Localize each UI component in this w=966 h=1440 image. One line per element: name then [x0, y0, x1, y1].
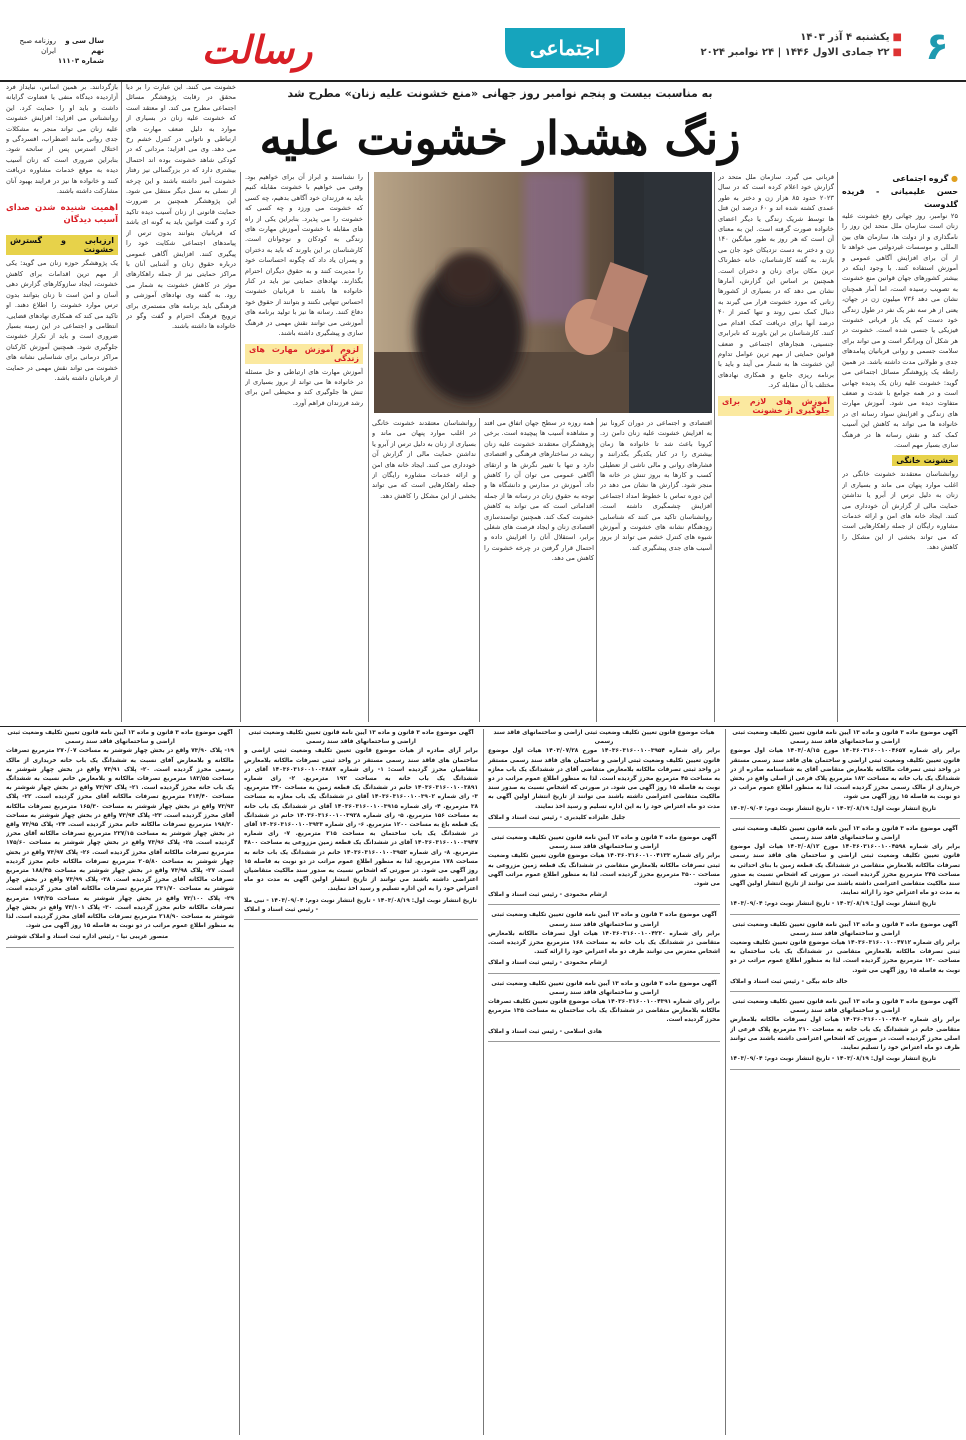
- article-photo: [374, 172, 712, 413]
- ads-divider: [0, 726, 966, 727]
- notice-signature: تاریخ انتشار نوبت اول: ۱۴۰۳/۰۸/۱۹ - تاریخ انتشار نوبت دوم: ۱۴۰۳/۰۹/۰۴ - نبی ملا - رئیس ثبت اسناد و املاک: [244, 897, 477, 913]
- notice-signature: تاریخ انتشار نوبت اول: ۱۴۰۳/۰۸/۱۹ - تاریخ انتشار نوبت دوم: ۱۴۰۳/۰۹/۰۴: [730, 901, 936, 908]
- column-divider: [121, 82, 122, 722]
- column-text: ۲۵ نوامبر، روز جهانی رفع خشونت علیه زنان است سازمان ملل متحد این روز را نامگذاری و از دولت ها، سازمان های بین المللی و موسسات غیردولتی می خواهد تا از آن برای افزایش آگاهی عمومی و آموزش استفاده کنند. با وجود اینکه در بیشتر کشورهای جهان قوانین منع خشونت به تصویب رسیده است، اما آمار همچنان نشان می دهد ۷۳۶ میلیون زن در جهان، یعنی از هر سه نفر یک نفر در طول زندگی خود دست کم یک بار قربانی خشونت فیزیکی یا جنسی شده است. خشونت در هر شکل آن ویرانگر است و می تواند برای سلامت جسمی و روانی قربانیان پیامدهای جدی و طولانی مدت داشته باشد. در همین رابطه یک پژوهشگر مسائل اجتماعی می گوید: خشونت علیه زنان یک پدیده جهانی است و در همه جوامع با شدت و ضعف متفاوت دیده می شود. آموزش مهارت های زندگی و افزایش سواد رسانه ای در خانواده ها می تواند به کاهش این آسیب کمک کند و نقش رسانه ها در فرهنگ سازی بسیار مهم است.: [842, 212, 958, 449]
- date-line-1: یکشنبه ۴ آذر ۱۴۰۳: [800, 32, 890, 43]
- notice-body: ۱۹- پلاک ۷۳/۹۰ واقع در بخش چهار شوشتر به مساحت ۲۷۰/۰۷ مترمربع تصرفات مالکانه و بلامعارض آقای نسبت به ششدانگ یک باب خانه خریداری از مالک رسمی محرز گردیده است. ۲۰- پلاک ۷۳/۹۱ واقع در بخش چهار شوشتر به مساحت ۱۸۲/۵۵ مترمربع تصرفات مالکانه و بلامعارض خانم نسبت به ششدانگ یک باب خانه محرز گردیده است. ۲۱- پلاک ۷۳/۹۲ واقع در بخش چهار شوشتر به مساحت ۲۱۴/۴۰ مترمربع تصرفات مالکانه آقای محرز گردیده است. ۲۲- پلاک ۷۳/۹۳ واقع در بخش چهار شوشتر به مساحت ۱۶۵/۳۰ مترمربع تصرفات مالکانه آقای محرز گردیده است. ۲۳- پلاک ۷۳/۹۴ واقع در بخش چهار شوشتر به مساحت ۱۹۸/۲۰ مترمربع تصرفات مالکانه خانم محرز گردیده است. ۲۴- پلاک ۷۳/۹۵ واقع در بخش چهار شوشتر به مساحت ۲۲۷/۱۵ مترمربع تصرفات مالکانه آقای محرز گردیده است. ۲۵- پلاک ۷۳/۹۶ واقع در بخش چهار شوشتر به مساحت ۱۷۵/۶۰ مترمربع تصرفات مالکانه آقای محرز گردیده است. ۲۶- پلاک ۷۳/۹۷ واقع در بخش چهار شوشتر به مساحت ۲۰۵/۸۰ مترمربع تصرفات مالکانه خانم محرز گردیده است. ۲۷- پلاک ۷۳/۹۸ واقع در بخش چهار شوشتر به مساحت ۱۸۸/۴۵ مترمربع تصرفات مالکانه آقای محرز گردیده است. ۲۸- پلاک ۷۳/۹۹ واقع در بخش چهار شوشتر به مساحت ۲۳۱/۷۰ مترمربع تصرفات مالکانه آقای محرز گردیده است. ۲۹- پلاک ۷۳/۱۰۰ واقع در بخش چهار شوشتر به مساحت ۱۹۴/۳۵ مترمربع تصرفات مالکانه خانم محرز گردیده است. ۳۰- پلاک ۷۳/۱۰۱ واقع در بخش چهار شوشتر به مساحت ۲۱۸/۹۰ مترمربع تصرفات مالکانه آقای محرز گردیده است. لذا به منظور اطلاع عموم مراتب در دو نوبت به فاصله ۱۵ روز آگهی می شود.: [6, 748, 234, 930]
- notice-body: برابر رای شماره ۱۴۰۳۶۰۳۱۶۰۰۱۰۰۴۳۹۱ هیات موضوع قانون تعیین تکلیف تصرفات مالکانه بلامعارض متقاضی در ششدانگ یک باب ساختمان به مساحت ۱۳۵ مترمربع محرز گردیده است.: [488, 999, 720, 1024]
- article-subhead: به مناسبت بیست و پنجم نوامبر روز جهانی «منع خشونت علیه زنان» مطرح شد: [287, 87, 713, 100]
- column-text: روانشناسان معتقدند خشونت خانگی در اغلب موارد پنهان می ماند و بسیاری از زنان به دلیل ترس از آبرو یا نداشتن حمایت مالی از گزارش آن خودداری می کنند. ایجاد خانه های امن و ارائه خدمات مشاوره رایگان از جمله راهکارهایی است که می تواند بخشی از این مشکل را کاهش دهد.: [842, 470, 958, 552]
- byline-authors: حسن علیمیانی - فریده گلدوست: [842, 187, 958, 209]
- notice-signature: خالد خانه بیگی - رئیس ثبت اسناد و املاک: [730, 978, 848, 985]
- legal-notice: [730, 998, 960, 1069]
- ads-column-4: [6, 729, 234, 1435]
- legal-notice: [488, 834, 720, 905]
- legal-notice: [488, 729, 720, 828]
- notice-body: برابر رای شماره ۱۴۰۳۶۰۳۱۶۰۰۱۰۰۴۵۹۸ مورخ ۱۴۰۳/۰۸/۱۲ هیات اول موضوع قانون تعیین تکلیف وضعیت ثبتی اراضی و ساختمان های فاقد سند رسمی تصرفات مالکانه بلامعارض متقاضی در ششدانگ یک قطعه زمین با بنای احداثی به مساحت ۲۴۵ مترمربع محرز گردیده است. در صورتی که اشخاص نسبت به صدور سند مالکیت متقاضی اعتراضی داشته باشند می توانند از تاریخ انتشار اولین آگهی به مدت دو ماه اعتراض خود را ارائه نمایند.: [730, 844, 960, 897]
- notice-signature: تاریخ انتشار نوبت اول: ۱۴۰۳/۰۸/۱۹ - تاریخ انتشار نوبت دوم: ۱۴۰۳/۰۹/۰۴: [730, 805, 936, 812]
- column-divider: [479, 418, 480, 722]
- column-text: قربانی می گیرد. سازمان ملل متحد در گزارش خود اعلام کرده است که در سال ۲۰۲۳ حدود ۸۵ هزار زن و دختر به طور عمدی کشته شده اند و ۶۰ درصد این قتل ها توسط شریک زندگی یا دیگر اعضای خانواده صورت گرفته است. این به معنای آن است که هر روز به طور میانگین ۱۴۰ زن و دختر به دست نزدیکان خود جان می بازند. به گفته کارشناسان، خانه خطرناک ترین مکان برای زنان و دختران است. همچنین بر اساس این گزارش، آمارها نشان می دهد که در بسیاری از کشورها زنانی که مورد خشونت قرار می گیرند به دنبال کمک نمی روند و تنها کمتر از ۴۰ درصد آنها برای دریافت کمک اقدام می کنند. کارشناسان بر این باورند که نابرابری جنسیتی، هنجارهای اجتماعی و ضعف قوانین حمایتی از مهم ترین عوامل تداوم این خشونت ها به شمار می آیند و باید با برنامه ریزی جامع و همکاری نهادهای مختلف با آن مقابله کرد.: [718, 173, 834, 390]
- issue-label: شماره ۱۱۱۰۳: [57, 57, 104, 65]
- column-text: آموزش مهارت های ارتباطی و حل مسئله در خانواده ها می تواند از بروز بسیاری از تنش ها جلوگیری کند و محیطی امن برای رشد فرزندان فراهم آورد.: [245, 367, 363, 407]
- notice-body: برابر رای شماره ۱۴۰۳۶۰۳۱۶۰۰۱۰۰۴۷۱۲ هیات موضوع قانون تعیین تکلیف وضعیت ثبتی تصرفات مالکانه بلامعارض متقاضی در ششدانگ یک باب ساختمان به مساحت ۱۲۰ مترمربع محرز گردیده است. لذا به منظور اطلاع عموم مراتب در دو نوبت به فاصله ۱۵ روز آگهی می شود.: [730, 940, 960, 974]
- notice-title: آگهی موضوع ماده ۳ قانون و ماده ۱۳ آیین نامه قانون تعیین تکلیف وضعیت ثبتی اراضی و ساختمانهای فاقد سند رسمی: [491, 835, 717, 851]
- column-text: خشونت می کنند. این عبارت را بر دیا محقق در رقابت پژوهشگر مسائل اجتماعی مطرح می کند. او معتقد است که خشونت علیه زنان در بسیاری از موارد به دلیل ضعف مهارت های ارتباطی و ناتوانی در کنترل خشم رخ می دهد. وی می افزاید: مردانی که در کودکی شاهد خشونت بوده اند احتمال بیشتری دارد که در بزرگسالی نیز رفتار خشونت آمیز داشته باشند و این چرخه از نسلی به نسل دیگر منتقل می شود. این پژوهشگر همچنین بر ضرورت حمایت قانونی از زنان آسیب دیده تاکید کرد و گفت قوانین باید به گونه ای باشد که قربانیان بتوانند بدون ترس از پیامدهای اجتماعی شکایت خود را پیگیری کنند. افزایش آگاهی عمومی درباره حقوق زنان و آشنایی آنان با مراکز حمایتی نیز از جمله راهکارهای موثر در کاهش خشونت به شمار می رود. به گفته وی نهادهای آموزشی و فرهنگی باید برنامه های مستمری برای ترویج فرهنگ احترام و گفت وگو در خانواده ها داشته باشند.: [126, 83, 236, 331]
- article-column-4: [484, 418, 594, 722]
- date-line-2: ۲۲ جمادی الاول ۱۴۴۶ | ۲۴ نوامبر ۲۰۲۴: [700, 47, 890, 58]
- bullet-icon: ■: [892, 32, 902, 43]
- column-divider: [368, 172, 369, 722]
- column-text: اقتصادی و اجتماعی در دوران کرونا نیز به افزایش خشونت علیه زنان دامن زد. کرونا باعث شد تا خانواده ها زمان بیشتری را در کنار یکدیگر بگذرانند و فشارهای روانی و مالی ناشی از تعطیلی کسب و کارها به بروز تنش در خانه ها منجر شود. گزارش ها نشان می دهد در این دوره تماس با خطوط امداد اجتماعی افزایش چشمگیری داشته است. روانشناسان تاکید می کنند که شناسایی زودهنگام نشانه های خشونت و آموزش شیوه های کنترل خشم می تواند از بروز آسیب های جدی پیشگیری کند.: [600, 419, 712, 552]
- notice-title: آگهی موضوع ماده ۳ قانون و ماده ۱۳ آیین نامه قانون تعیین تکلیف وضعیت ثبتی اراضی و ساختمانهای فاقد سند رسمی: [491, 980, 717, 996]
- column-text: روانشناسان معتقدند خشونت خانگی در اغلب موارد پنهان می ماند و بسیاری از زنان به دلیل ترس از آبرو یا نداشتن حمایت مالی از گزارش آن خودداری می کنند. ایجاد خانه های امن و ارائه خدمات مشاوره رایگان از جمله راهکارهایی است که می تواند بخشی از این مشکل را کاهش دهد.: [372, 419, 476, 500]
- legal-notice: [488, 980, 720, 1042]
- legal-notice: [730, 921, 960, 992]
- issue-info: [56, 36, 104, 66]
- ads-column-1: [730, 729, 960, 1435]
- ads-divider-vertical: [725, 729, 726, 1435]
- notice-body: برابر آرای صادره از هیات موضوع قانون تعیین تکلیف وضعیت ثبتی اراضی و ساختمان های فاقد سند رسمی مستقر در واحد ثبتی تصرفات مالکانه بلامعارض متقاضیان محرز گردیده است: ۱- رای شماره ۱۴۰۳۶۰۳۱۶۰۰۱۰۰۳۸۸۷ آقای در ششدانگ یک باب خانه به مساحت ۱۹۲ مترمربع. ۲- رای شماره ۱۴۰۳۶۰۳۱۶۰۰۱۰۰۳۸۹۱ خانم در ششدانگ یک قطعه زمین به مساحت ۲۴۰ مترمربع. ۳- رای شماره ۱۴۰۳۶۰۳۱۶۰۰۱۰۰۳۹۰۲ آقای در ششدانگ یک باب مغازه به مساحت ۳۸ مترمربع. ۴- رای شماره ۱۴۰۳۶۰۳۱۶۰۰۱۰۰۳۹۱۵ آقای در ششدانگ یک باب خانه به مساحت ۱۵۶ مترمربع. ۵- رای شماره ۱۴۰۳۶۰۳۱۶۰۰۱۰۰۳۹۲۸ خانم در ششدانگ یک قطعه باغ به مساحت ۱۲۰۰ مترمربع. ۶- رای شماره ۱۴۰۳۶۰۳۱۶۰۰۱۰۰۳۹۳۳ آقای در ششدانگ یک باب ساختمان به مساحت ۲۱۵ مترمربع. ۷- رای شماره ۱۴۰۳۶۰۳۱۶۰۰۱۰۰۳۹۴۷ آقای در ششدانگ یک قطعه زمین مزروعی به مساحت ۴۸۰۰ مترمربع. ۸- رای شماره ۱۴۰۳۶۰۳۱۶۰۰۱۰۰۳۹۵۲ خانم در ششدانگ یک باب خانه به مساحت ۱۷۸ مترمربع. لذا به منظور اطلاع عموم مراتب در دو نوبت به فاصله ۱۵ روز آگهی می شود. در صورتی که اشخاص نسبت به صدور سند مالکیت متقاضیان اعتراضی داشته باشند می توانند از تاریخ انتشار اولین آگهی به مدت دو ماه اعتراض خود را به این اداره تسلیم و رسید اخذ نمایند.: [244, 748, 478, 893]
- notice-body: برابر رای شماره ۱۴۰۳۶۰۳۱۶۰۰۱۰۰۴۶۵۷ مورخ ۱۴۰۳/۰۸/۱۵ هیات اول موضوع قانون تعیین تکلیف وضعیت ثبتی اراضی و ساختمان های فاقد سند رسمی مستقر در واحد ثبتی تصرفات مالکانه بلامعارض متقاضی آقای به شناسنامه صادره از در ششدانگ یک باب خانه به مساحت ۱۸۲ مترمربع پلاک فرعی از اصلی واقع در بخش خریداری از مالک رسمی محرز گردیده است. لذا به منظور اطلاع عموم مراتب در دو نوبت به فاصله ۱۵ روز آگهی می شود.: [730, 748, 960, 801]
- date-block: [701, 30, 902, 60]
- article-column-7: [6, 82, 118, 722]
- notice-title: آگهی موضوع ماده ۳ قانون و ماده ۱۳ آیین نامه قانون تعیین تکلیف وضعیت ثبتی اراضی و ساختمانهای فاقد سند رسمی: [732, 825, 958, 842]
- year-label: سال سی و نهم: [65, 37, 104, 55]
- legal-notice: [730, 825, 960, 915]
- column-subheading: اهمیت شنیده شدن صدای آسیب دیدگان: [6, 203, 118, 226]
- column-text: را نشناسند و ابراز آن برای خواهیم بود. وقتی می خواهیم با خشونت مقابله کنیم باید به فرزندان خود آگاهی بدهیم، چه کسی که خشونت می ورزد و چه کسی که خشونت را می پذیرد. بنابراین یکی از راه های مقابله با خشونت آموزش مهارت های زندگی به کودکان و نوجوانان است. کارشناسان بر این باورند که باید به دختران و پسران یاد داد که چگونه احساسات خود را مدیریت کنند و به حقوق دیگران احترام بگذارند. نهادهای حمایتی نیز باید در کنار خانواده ها باشند تا قربانیان خشونت احساس تنهایی نکنند و بتوانند از حقوق خود دفاع کنند. رسانه ها نیز با تولید برنامه های آموزشی می توانند نقش مهمی در فرهنگ سازی و پیشگیری داشته باشند.: [245, 173, 363, 338]
- notice-title: آگهی موضوع ماده ۳ قانون و ماده ۱۳ آیین نامه قانون تعیین تکلیف وضعیت ثبتی اراضی و ساختمانهای فاقد سند رسمی: [732, 730, 958, 746]
- notice-body: برابر رای شماره ۱۴۰۳۶۰۳۱۶۰۰۱۰۰۴۱۳۳ هیات موضوع قانون تعیین تکلیف وضعیت ثبتی تصرفات مالکانه بلامعارض متقاضی در ششدانگ یک قطعه زمین مزروعی به مساحت ۳۵۰۰ مترمربع محرز گردیده است. لذا به منظور اطلاع عموم مراتب آگهی می شود.: [488, 853, 720, 888]
- ads-column-2: [488, 729, 720, 1435]
- legal-notice: [730, 729, 960, 819]
- column-text: بازگردانند. بر همین اساس، نبایداز فرد آزاردیده دیدگاه منفی یا قضاوت گرایانه داشت و باید او را حمایت کرد. این روانشناس می افزاید: افزایش خشونت علیه زنان می تواند منجر به مشکلات جدی روانی مانند اضطراب، افسردگی و اختلال استرس پس از سانحه شود. بنابراین ضروری است که زنان آسیب دیده به موقع خدمات مشاوره دریافت کنند و خانواده ها نیز در فرایند بهبود آنان مشارکت داشته باشند.: [6, 83, 118, 196]
- column-subheading: خشونت خانگی: [892, 455, 958, 466]
- notice-signature: ارشام محمودی - رئیس ثبت اسناد و املاک: [488, 892, 608, 899]
- notice-title: آگهی موضوع ماده ۳ قانون و ماده ۱۳ آیین نامه قانون تعیین تکلیف وضعیت ثبتی اراضی و ساختمانهای فاقد سند رسمی: [7, 730, 233, 746]
- notice-title: آگهی موضوع ماده ۳ قانون و ماده ۱۳ آیین نامه قانون تعیین تکلیف وضعیت ثبتی اراضی و ساختمانهای فاقد سند رسمی: [732, 921, 958, 937]
- notice-body: برابر رای شماره ۱۴۰۳۶۰۳۱۶۰۰۱۰۰۴۲۲۰ هیات اول تصرفات مالکانه بلامعارض متقاضی در ششدانگ یک باب خانه به مساحت ۱۶۸ مترمربع محرز گردیده است. اشخاص معترض می توانند ظرف دو ماه اعتراض خود را ارائه کنند.: [488, 930, 720, 956]
- mini-logo: روزنامه صبح ایران: [19, 37, 56, 55]
- article-column-6: [126, 82, 236, 722]
- notice-signature: جلیل علیزاده کلیدبری - رئیس ثبت اسناد و املاک: [488, 814, 626, 821]
- notice-body: برابر رای شماره ۱۴۰۳۶۰۳۱۶۰۰۱۰۰۳۹۵۴ مورخ ۱۴۰۳/۰۷/۲۸ هیات اول موضوع قانون تعیین تکلیف وضعیت ثبتی اراضی و ساختمان های فاقد سند رسمی مستقر در واحد ثبتی تصرفات مالکانه بلامعارض متقاضی آقای در ششدانگ یک باب مغازه به مساحت ۴۵ مترمربع محرز گردیده است. لذا به منظور اطلاع عموم مراتب در دو نوبت به فاصله ۱۵ روز آگهی می شود. در صورتی که اشخاص نسبت به صدور سند مالکیت متقاضی اعتراضی داشته باشند می توانند از تاریخ انتشار اولین آگهی به مدت دو ماه اعتراض خود را به این اداره تسلیم و رسید اخذ نمایند.: [488, 748, 720, 810]
- article-headline: زنگ هشدار خشونت علیه: [259, 111, 741, 165]
- column-subheading: لزوم آموزش مهارت های زندگی: [245, 344, 363, 364]
- column-subheading: آموزش های لازم برای جلوگیری از خشونت: [718, 396, 834, 416]
- notice-signature: هادی اسلامی - رئیس ثبت اسناد و املاک: [488, 1028, 603, 1035]
- notice-body: برابر رای شماره ۱۴۰۳۶۰۳۱۶۰۰۱۰۰۴۸۰۲ هیات اول تصرفات مالکانه بلامعارض متقاضی خانم در ششدانگ یک باب خانه به مساحت ۲۱۰ مترمربع پلاک فرعی از اصلی محرز گردیده است. در صورتی که اشخاص اعتراضی داشته باشند می توانند ظرف دو ماه اعتراض خود را تسلیم نمایند.: [730, 1017, 960, 1052]
- notice-title: آگهی موضوع ماده ۳ قانون و ماده ۱۳ آیین نامه قانون تعیین تکلیف وضعیت ثبتی اراضی و ساختمانهای فاقد سند رسمی: [491, 912, 717, 928]
- article-column-3: [600, 418, 712, 722]
- page-number: ۶: [925, 24, 949, 68]
- legal-notice: [6, 729, 234, 948]
- byline-org: گروه اجتماعی: [892, 174, 949, 183]
- domestic-violence-photo: [374, 172, 712, 413]
- column-divider: [240, 172, 241, 722]
- column-subheading-box: ارزیابی و گسترش خشونت: [6, 235, 118, 255]
- page-header: [0, 0, 966, 82]
- notice-signature: تاریخ انتشار نوبت اول: ۱۴۰۳/۰۸/۱۹ - تاریخ انتشار نوبت دوم: ۱۴۰۳/۰۹/۰۴: [730, 1056, 936, 1063]
- bullet-icon: ●: [951, 174, 958, 183]
- article-column-4b: [372, 418, 476, 722]
- column-divider: [714, 172, 715, 722]
- column-text: یک پژوهشگر حوزه زنان می گوید: یکی از مهم ترین اقدامات برای کاهش خشونت، ایجاد سازوکارهای گزارش دهی آسان و امن است تا زنان بتوانند بدون ترس موارد خشونت را اطلاع دهند. او تاکید می کند که همکاری نهادهای قضایی، انتظامی و اجتماعی در این زمینه بسیار ضروری است و باید از تکرار خشونت جلوگیری شود. همچنین آموزش کارکنان مراکز درمانی برای شناسایی نشانه های خشونت می تواند نقش مهمی در حمایت از قربانیان داشته باشد.: [6, 259, 118, 382]
- notice-signature: ارشام محمودی - رئیس ثبت اسناد و املاک: [488, 960, 608, 967]
- legal-notice: [244, 729, 478, 920]
- newspaper-logo: رسالت: [201, 27, 313, 72]
- article-column-2: [718, 172, 834, 722]
- byline: [842, 172, 958, 185]
- notice-title: هیات موضوع قانون تعیین تکلیف وضعیت ثبتی اراضی و ساختمانهای فاقد سند رسمی: [493, 730, 715, 746]
- notice-signature: منصور غریبی نیا - رئیس اداره ثبت اسناد و املاک شوشتر: [6, 934, 169, 941]
- notice-title: آگهی موضوع ماده ۳ قانون و ماده ۱۳ آیین نامه قانون تعیین تکلیف وضعیت ثبتی اراضی و ساختمانهای فاقد سند رسمی: [248, 730, 474, 746]
- ads-divider-vertical: [483, 729, 484, 1435]
- ads-column-3: [244, 729, 478, 1435]
- column-text: همه روزه در سطح جهان اتفاق می افتد و مشاهده آسیب ها پیچیده است. برخی پژوهشگران معتقدند خشونت علیه زنان ریشه در ساختارهای فرهنگی و اقتصادی دارد و تنها با تغییر نگرش ها و ارتقای آگاهی عمومی می توان آن را کاهش داد. آموزش در مدارس و دانشگاه ها و توجه به حقوق زنان در رسانه ها از جمله اقداماتی است که می تواند به کاهش خشونت کمک کند. همچنین توانمندسازی اقتصادی زنان و ایجاد فرصت های شغلی برابر، استقلال آنان را افزایش داده و احتمال قرار گرفتن در چرخه خشونت را کاهش می دهد.: [484, 419, 594, 563]
- article-column-1: [842, 172, 958, 722]
- column-divider: [837, 172, 838, 722]
- ads-divider-vertical: [239, 729, 240, 1435]
- section-title: اجتماعی: [505, 28, 625, 68]
- legal-notice: [488, 911, 720, 973]
- article-column-5: [245, 172, 363, 722]
- column-divider: [596, 418, 597, 722]
- bullet-icon: ■: [892, 47, 902, 58]
- notice-title: آگهی موضوع ماده ۳ قانون و ماده ۱۳ آیین نامه قانون تعیین تکلیف وضعیت ثبتی اراضی و ساختمانهای فاقد سند رسمی: [732, 999, 958, 1015]
